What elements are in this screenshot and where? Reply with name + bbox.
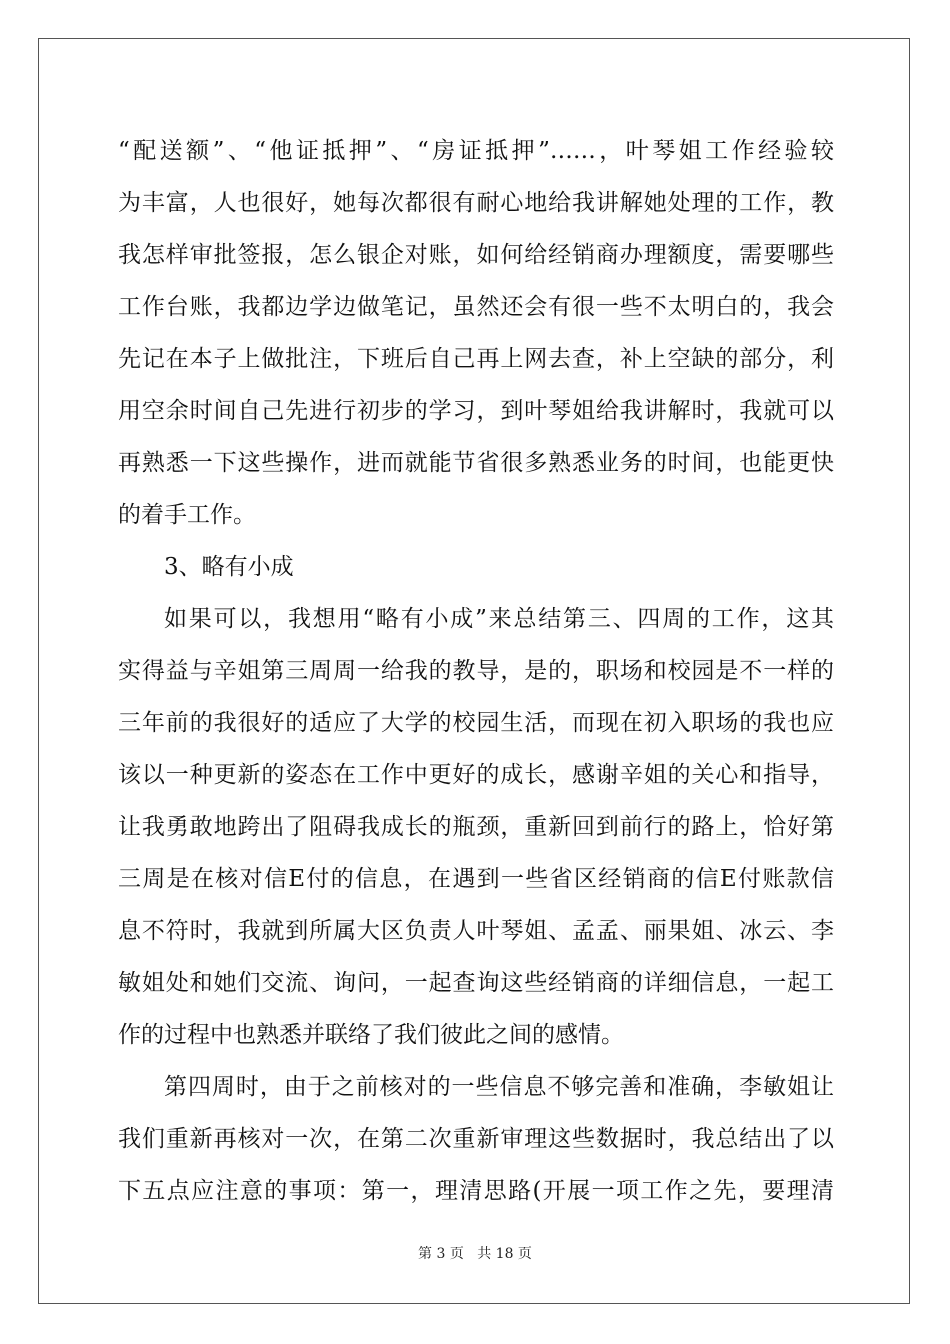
text-line: 我们重新再核对一次，在第二次重新审理这些数据时，我总结出了以 [118, 1126, 834, 1152]
text-line: 用空余时间自己先进行初步的学习，到叶琴姐给我讲解时，我就可以 [118, 398, 834, 424]
text-line: 如果可以，我想用“略有小成”来总结第三、四周的工作，这其 [164, 606, 834, 632]
document-body [118, 125, 834, 1217]
text-line: “配送额”、“他证抵押”、“房证抵押”……，叶琴姐工作经验较 [118, 138, 834, 164]
text-line: 三年前的我很好的适应了大学的校园生活，而现在初入职场的我也应 [118, 710, 834, 736]
text-line: 实得益与辛姐第三周周一给我的教导，是的，职场和校园是不一样的 [118, 658, 834, 684]
text-line: 工作台账，我都边学边做笔记，虽然还会有很一些不太明白的，我会 [118, 294, 834, 320]
page-footer [0, 1244, 950, 1264]
text-line: 第四周时，由于之前核对的一些信息不够完善和准确，李敏姐让 [164, 1074, 834, 1100]
text-line: 敏姐处和她们交流、询问，一起查询这些经销商的详细信息，一起工 [118, 970, 834, 996]
text-line: 为丰富，人也很好，她每次都很有耐心地给我讲解她处理的工作，教 [118, 190, 834, 216]
text-line: 三周是在核对信E付的信息，在遇到一些省区经销商的信E付账款信 [118, 866, 834, 892]
text-line: 先记在本子上做批注，下班后自己再上网去查，补上空缺的部分，利 [118, 346, 834, 372]
text-line: 息不符时，我就到所属大区负责人叶琴姐、孟孟、丽果姐、冰云、李 [118, 918, 834, 944]
footer-spacer [464, 1246, 477, 1262]
page-number: 第 3 页 [418, 1246, 464, 1262]
text-line: 再熟悉一下这些操作，进而就能节省很多熟悉业务的时间，也能更快 [118, 450, 834, 476]
text-line: 该以一种更新的姿态在工作中更好的成长，感谢辛姐的关心和指导， [118, 762, 834, 788]
text-line: 3、略有小成 [164, 554, 294, 580]
text-line: 作的过程中也熟悉并联络了我们彼此之间的感情。 [118, 1022, 624, 1048]
text-line: 我怎样审批签报，怎么银企对账，如何给经销商办理额度，需要哪些 [118, 242, 834, 268]
text-line: 让我勇敢地跨出了阻碍我成长的瓶颈，重新回到前行的路上，恰好第 [118, 814, 834, 840]
page-total: 共 18 页 [477, 1246, 532, 1262]
text-line: 下五点应注意的事项：第一，理清思路(开展一项工作之先，要理清 [118, 1178, 834, 1204]
text-line: 的着手工作。 [118, 502, 256, 528]
